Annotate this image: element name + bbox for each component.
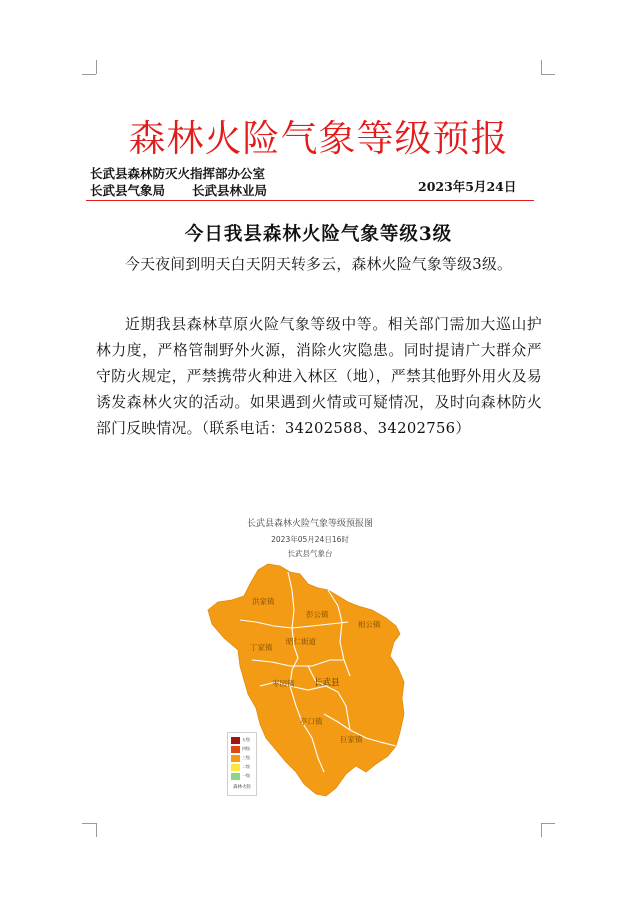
header-divider: [86, 200, 534, 201]
crop-mark: [96, 823, 97, 837]
map-legend: [227, 732, 257, 796]
town-label: 长武县: [314, 678, 340, 688]
issuer-line-1: 长武县森林防灭火指挥部办公室: [90, 166, 266, 181]
document-title: 森林火险气象等级预报: [128, 117, 509, 160]
map-time: 2023年05月24日16时: [271, 535, 349, 544]
crop-mark: [82, 823, 96, 824]
legend-swatch-2: [231, 764, 240, 771]
town-label: 亭口镇: [300, 717, 323, 726]
crop-mark: [541, 74, 555, 75]
crop-mark: [541, 823, 542, 837]
town-label: 洪家镇: [252, 597, 275, 606]
legend-label-1: 一级: [242, 773, 250, 778]
town-label: 相公镇: [358, 620, 381, 629]
issue-date: 2023年5月24日: [418, 179, 517, 194]
legend-swatch-3: [231, 755, 240, 762]
town-label: 昭仁街道: [286, 637, 316, 646]
issuer-forestry: 长武县林业局: [192, 183, 268, 198]
crop-mark: [541, 60, 542, 74]
legend-swatch-5: [231, 737, 240, 744]
town-label: 巨家镇: [340, 735, 363, 744]
legend-caption: 森林火险: [233, 785, 251, 790]
legend-swatch-4: [231, 746, 240, 753]
crop-mark: [82, 74, 96, 75]
forecast-headline: 今日我县森林火险气象等级3级: [184, 224, 453, 245]
legend-label-3: 三级: [242, 755, 250, 760]
crop-mark: [96, 60, 97, 74]
legend-swatch-1: [231, 773, 240, 780]
legend-label-5: 五级: [242, 737, 250, 742]
crop-mark: [541, 823, 555, 824]
town-label: 彭公镇: [306, 610, 329, 619]
paragraph-advisory: 近期我县森林草原火险气象等级中等。相关部门需加大巡山护林力度，严格管制野外火源，消除火灾隐患。同时提请广大群众严守防火规定，严禁携带火种进入林区（地），严禁其他野外用火及易诱发森林火灾的活动。如果遇到火情或可疑情况，及时向森林防火部门反映情况。（联系电话：34202588、34202756）: [96, 316, 542, 437]
legend-label-2: 二级: [242, 764, 250, 769]
town-label: 枣园镇: [272, 679, 295, 688]
map-source: 长武县气象台: [287, 549, 333, 558]
issuer-meteorology: 长武县气象局: [90, 183, 166, 198]
paragraph-forecast: 今天夜间到明天白天阴天转多云，森林火险气象等级3级。: [125, 256, 513, 273]
map-title: 长武县森林火险气象等级预报图: [246, 519, 373, 529]
town-label: 丁家镇: [250, 643, 273, 652]
legend-label-4: 四级: [242, 746, 250, 751]
